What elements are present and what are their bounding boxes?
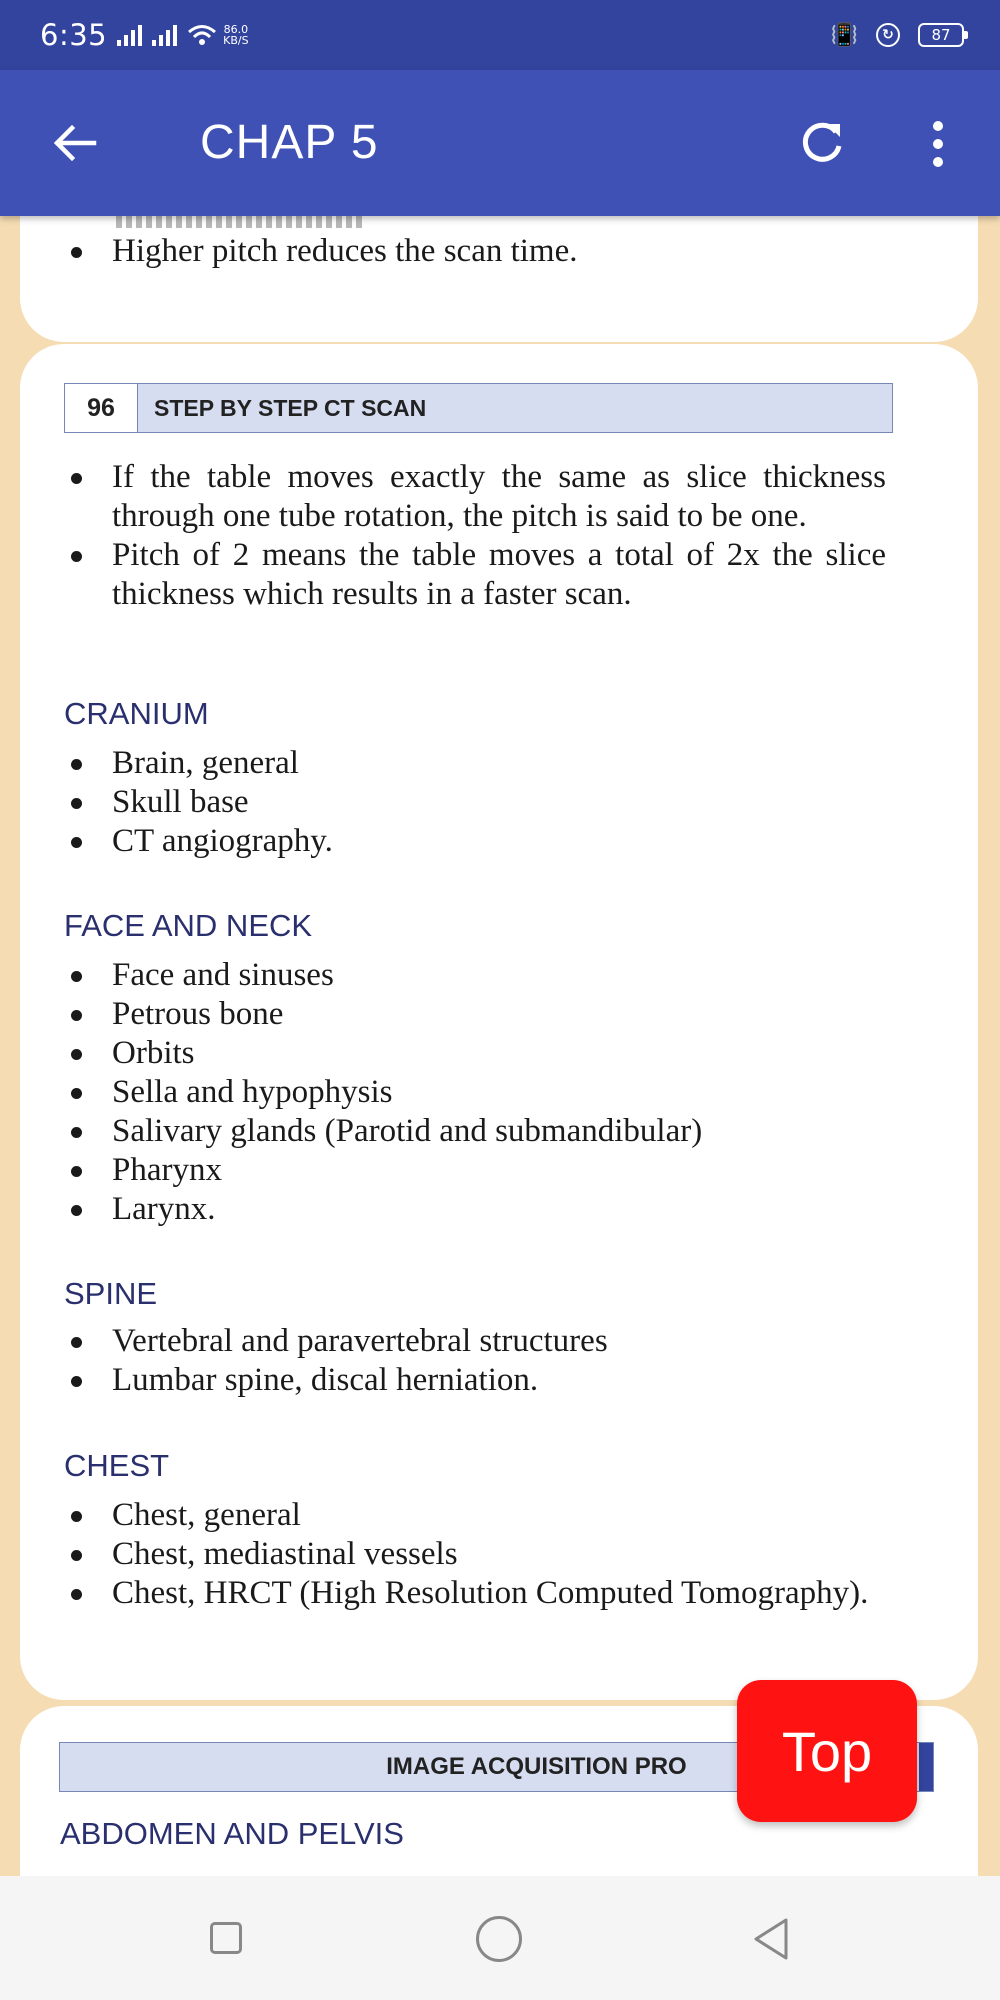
header-accent bbox=[919, 1743, 933, 1791]
battery-icon bbox=[918, 23, 964, 47]
section-heading: FACE AND NECK bbox=[64, 908, 313, 943]
list-item: Brain, general bbox=[20, 744, 978, 783]
lock-rotation-icon: ↻ bbox=[876, 23, 900, 47]
network-speed: 86.0 KB/S bbox=[223, 23, 249, 47]
nav-back-icon[interactable] bbox=[750, 1916, 792, 1962]
list-item: If the table moves exactly the same as slice thickness through one tube rotation, the pitch is said to be one. bbox=[20, 458, 978, 536]
bullet-list bbox=[20, 1322, 978, 1400]
list-item: Chest, HRCT (High Resolution Computed Tomography). bbox=[20, 1574, 978, 1613]
refresh-icon[interactable] bbox=[796, 116, 848, 168]
list-item: Pharynx bbox=[20, 1151, 978, 1190]
home-icon[interactable] bbox=[476, 1916, 522, 1962]
bullet-list bbox=[20, 232, 978, 271]
section-heading: SPINE bbox=[64, 1276, 158, 1311]
bullet-list bbox=[20, 956, 978, 1229]
list-item: Orbits bbox=[20, 1034, 978, 1073]
document-page bbox=[20, 344, 978, 1700]
running-header bbox=[64, 383, 893, 433]
bullet-list bbox=[20, 744, 978, 861]
signal-icon bbox=[152, 24, 177, 46]
list-item: Chest, general bbox=[20, 1496, 978, 1535]
wifi-icon bbox=[187, 24, 217, 46]
list-item: Face and sinuses bbox=[20, 956, 978, 995]
app-bar bbox=[0, 70, 1000, 216]
list-item: Pitch of 2 means the table moves a total of 2x the slice thickness which results in a faster scan. bbox=[20, 536, 978, 614]
back-arrow-icon[interactable] bbox=[50, 118, 100, 168]
page-number: 96 bbox=[65, 384, 138, 432]
running-header-title: STEP BY STEP CT SCAN bbox=[154, 394, 427, 421]
clipped-text-line bbox=[116, 216, 366, 228]
recent-apps-icon[interactable] bbox=[210, 1922, 242, 1954]
list-item: Larynx. bbox=[20, 1190, 978, 1229]
section-heading: CHEST bbox=[64, 1448, 170, 1483]
running-header-title: IMAGE ACQUISITION PRO bbox=[386, 1753, 687, 1780]
list-item: Sella and hypophysis bbox=[20, 1073, 978, 1112]
page-title: CHAP 5 bbox=[200, 116, 379, 169]
scroll-to-top-button[interactable]: Top bbox=[737, 1680, 917, 1822]
status-bar bbox=[0, 0, 1000, 70]
list-item: Higher pitch reduces the scan time. bbox=[20, 232, 978, 271]
signal-icon bbox=[117, 24, 142, 46]
list-item: Chest, mediastinal vessels bbox=[20, 1535, 978, 1574]
list-item: Vertebral and paravertebral structures bbox=[20, 1322, 978, 1361]
bullet-list bbox=[20, 1496, 978, 1613]
list-item: Lumbar spine, discal herniation. bbox=[20, 1361, 978, 1400]
section-heading: CRANIUM bbox=[64, 696, 209, 731]
list-item: Salivary glands (Parotid and submandibular) bbox=[20, 1112, 978, 1151]
bullet-list bbox=[20, 458, 978, 614]
more-options-icon[interactable] bbox=[924, 120, 952, 168]
section-heading: ABDOMEN AND PELVIS bbox=[60, 1816, 404, 1851]
list-item: Petrous bone bbox=[20, 995, 978, 1034]
status-time: 6:35 bbox=[40, 18, 108, 52]
list-item: Skull base bbox=[20, 783, 978, 822]
vibrate-icon: 📳 bbox=[830, 22, 858, 48]
system-navigation-bar bbox=[0, 1876, 1000, 2000]
battery-level: 87 bbox=[931, 26, 951, 44]
list-item: CT angiography. bbox=[20, 822, 978, 861]
